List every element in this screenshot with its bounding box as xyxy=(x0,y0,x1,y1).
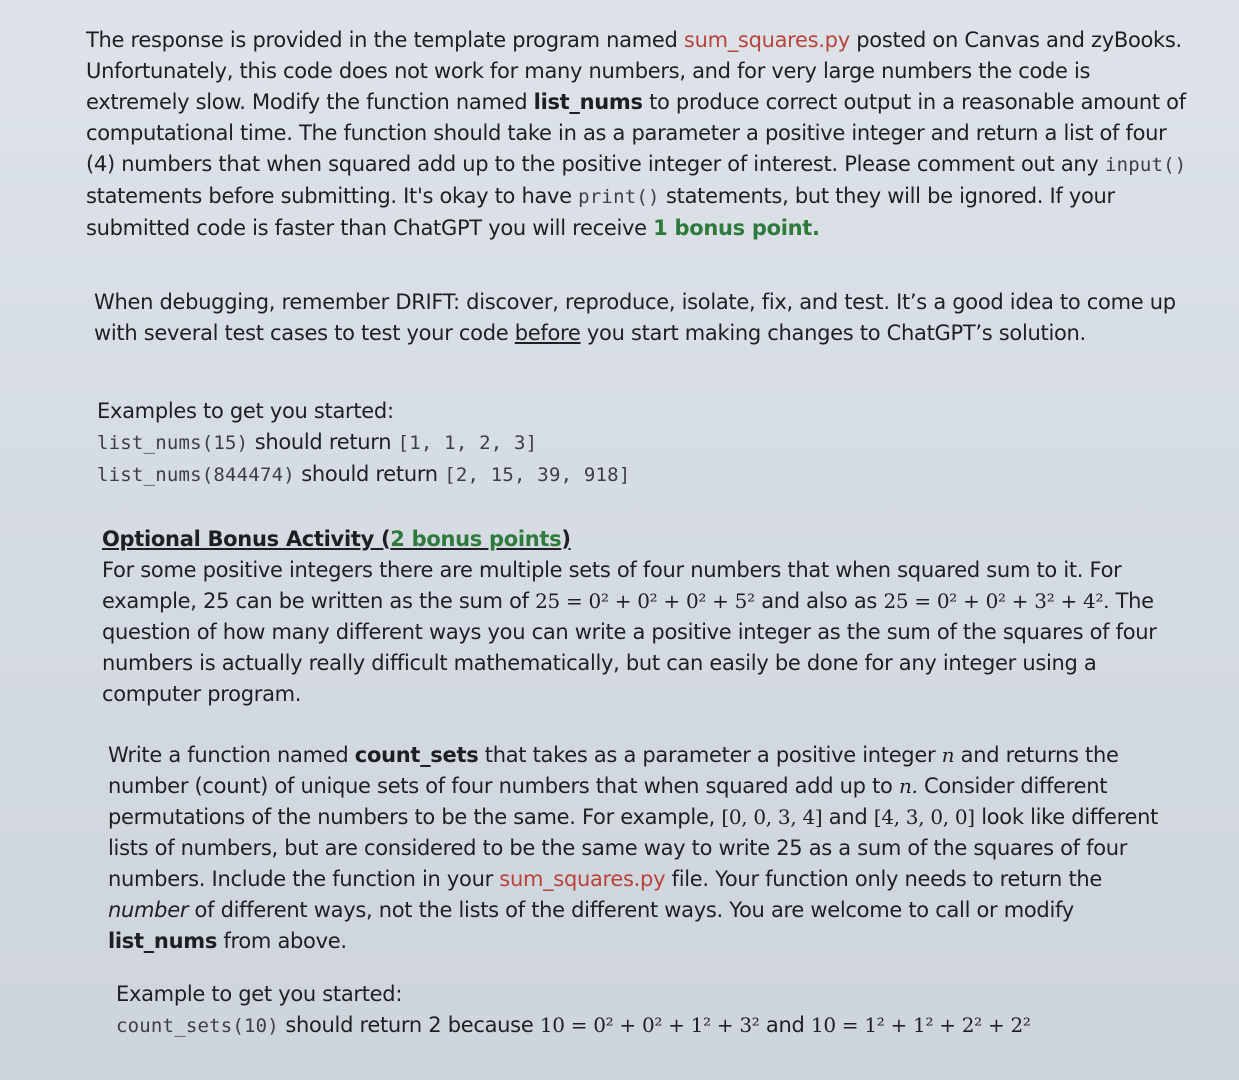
bonus-equation-1: 25 = 0² + 0² + 0² + 5² xyxy=(535,589,755,613)
count-sets-example-and: and xyxy=(759,1013,811,1037)
count-sets-paragraph xyxy=(108,740,1168,957)
example-2-result: [2, 15, 39, 918] xyxy=(444,464,631,486)
example-2-text: should return xyxy=(294,462,445,486)
count-sets-text-h: of different ways, not the lists of the different ways. You are welcome to call or modify xyxy=(188,898,1074,922)
function-name-list-nums-2: list_nums xyxy=(108,929,218,953)
bonus-text-c: The question of how many different ways you can write a positive integer as the sum of the squares of four numbers is actually really difficult mathematically, but can easily be done for any integer using a computer program. xyxy=(102,589,1157,706)
function-name-list-nums: list_nums xyxy=(533,90,643,114)
intro-text-2: posted on Canvas and zyBooks. Unfortunately, this code does not work for many numbers, and for very large numbers the code is extremely slow. Modify the function named xyxy=(86,28,1182,114)
count-sets-text-e: and xyxy=(822,805,874,829)
count-sets-text-a: Write a function named xyxy=(108,743,355,767)
example-line-1 xyxy=(97,427,1097,459)
intro-text-3: to produce correct output in a reasonable amount of computational time. The function should take in as a parameter a positive integer and return a list of four (4) numbers that when squared add up to the positive integer of interest. Please comment out any xyxy=(86,90,1186,176)
bonus-description xyxy=(102,555,1192,710)
count-sets-example-section xyxy=(116,979,1216,1042)
debugging-paragraph xyxy=(94,287,1184,349)
bonus-equation-2: 25 = 0² + 0² + 3² + 4². xyxy=(883,589,1110,613)
variable-n-1: n xyxy=(941,743,955,767)
before-underlined: before xyxy=(514,321,581,345)
filename-sum-squares: sum_squares.py xyxy=(683,28,850,52)
function-name-count-sets: count_sets xyxy=(354,743,479,767)
bonus-title xyxy=(102,524,1192,555)
example-1-code: list_nums(15) xyxy=(97,432,249,454)
count-sets-example-line xyxy=(116,1010,1216,1042)
example-1-text: should return xyxy=(248,430,398,454)
debugging-text-1: When debugging, remember DRIFT: discover, reproduce, isolate, fix, and test. It’s a good idea to come up with several test cases to test your code xyxy=(94,290,1176,345)
examples-heading: Examples to get you started: xyxy=(97,399,394,423)
intro-text-5: statements, but they will be ignored. If your submitted code is faster than ChatGPT you will receive xyxy=(86,184,1115,240)
intro-text-4: statements before submitting. It's okay to have xyxy=(86,184,579,208)
print-code: print() xyxy=(578,186,660,208)
example-2-code: list_nums(844474) xyxy=(97,464,295,486)
intro-text-1: The response is provided in the template program named xyxy=(86,28,684,52)
bonus-section xyxy=(102,524,1192,710)
debugging-text-2: you start making changes to ChatGPT’s solution. xyxy=(580,321,1086,345)
example-1-result: [1, 1, 2, 3] xyxy=(397,432,538,454)
bonus-title-b: ) xyxy=(561,527,571,551)
variable-n-2: n. xyxy=(898,774,918,798)
number-italic: number xyxy=(108,898,189,922)
count-sets-equation-1: 10 = 0² + 0² + 1² + 3² xyxy=(539,1013,760,1037)
count-sets-example-text: should return 2 because xyxy=(278,1013,540,1037)
filename-sum-squares-2: sum_squares.py xyxy=(499,867,666,891)
bonus-text-a: For some positive integers there are multiple sets of four numbers that when squared sum to it. For example, 25 can be written as the sum of xyxy=(102,558,1122,613)
example-line-2 xyxy=(97,459,1097,491)
examples-section xyxy=(97,396,1097,491)
list-example-2: [4, 3, 0, 0] xyxy=(873,805,975,829)
count-sets-text-c: and returns the number (count) of unique sets of four numbers that when squared add up to xyxy=(108,743,1119,798)
bonus-point-text: 1 bonus point. xyxy=(653,216,820,240)
count-sets-text-b: that takes as a parameter a positive integer xyxy=(478,743,942,767)
count-sets-text-d: Consider different permutations of the numbers to be the same. For example, xyxy=(108,774,1108,829)
count-sets-example-code: count_sets(10) xyxy=(116,1015,279,1037)
input-code: input() xyxy=(1104,154,1187,176)
bonus-title-points: 2 bonus points xyxy=(390,527,562,551)
bonus-text-b: and also as xyxy=(754,589,884,613)
count-sets-text-g: file. Your function only needs to return the xyxy=(665,867,1103,891)
bonus-title-a: Optional Bonus Activity ( xyxy=(102,527,391,551)
count-sets-text-i: from above. xyxy=(217,929,347,953)
list-example-1: [0, 0, 3, 4] xyxy=(721,805,823,829)
count-sets-example-heading: Example to get you started: xyxy=(116,982,403,1006)
intro-paragraph xyxy=(86,25,1196,244)
count-sets-text-f: look like different lists of numbers, but are considered to be the same way to write 25 as a sum of the squares of four numbers. Include the function in your xyxy=(108,805,1159,891)
count-sets-equation-2: 10 = 1² + 1² + 2² + 2² xyxy=(810,1013,1031,1037)
